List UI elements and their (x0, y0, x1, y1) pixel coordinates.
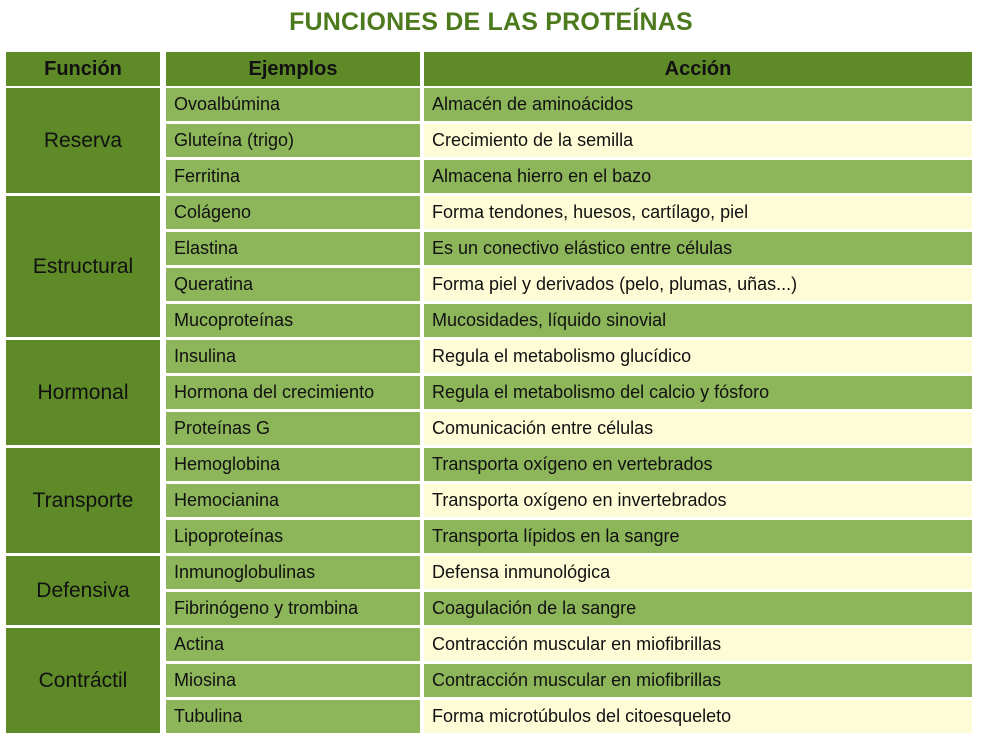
example-cell: Elastina (166, 232, 420, 265)
example-cell: Hemoglobina (166, 448, 420, 481)
group-label: Transporte (6, 448, 160, 553)
example-cell: Tubulina (166, 700, 420, 733)
group-label: Reserva (6, 88, 160, 193)
example-cell: Hemocianina (166, 484, 420, 517)
group-label: Hormonal (6, 340, 160, 445)
action-cell: Mucosidades, líquido sinovial (424, 304, 972, 337)
example-cell: Insulina (166, 340, 420, 373)
example-cell: Ferritina (166, 160, 420, 193)
action-cell: Transporta oxígeno en vertebrados (424, 448, 972, 481)
action-cell: Forma piel y derivados (pelo, plumas, uñas...) (424, 268, 972, 301)
page-title: FUNCIONES DE LAS PROTEÍNAS (289, 8, 693, 36)
action-cell: Regula el metabolismo del calcio y fósforo (424, 376, 972, 409)
example-cell: Hormona del crecimiento (166, 376, 420, 409)
action-cell: Coagulación de la sangre (424, 592, 972, 625)
example-cell: Queratina (166, 268, 420, 301)
action-cell: Almacena hierro en el bazo (424, 160, 972, 193)
action-cell: Transporta lípidos en la sangre (424, 520, 972, 553)
action-cell: Transporta oxígeno en invertebrados (424, 484, 972, 517)
example-cell: Gluteína (trigo) (166, 124, 420, 157)
action-cell: Almacén de aminoácidos (424, 88, 972, 121)
example-cell: Actina (166, 628, 420, 661)
example-cell: Lipoproteínas (166, 520, 420, 553)
action-cell: Comunicación entre células (424, 412, 972, 445)
header-accion: Acción (424, 52, 972, 86)
group-label: Estructural (6, 196, 160, 337)
example-cell: Miosina (166, 664, 420, 697)
action-cell: Es un conectivo elástico entre células (424, 232, 972, 265)
action-cell: Forma tendones, huesos, cartílago, piel (424, 196, 972, 229)
group-label: Defensiva (6, 556, 160, 625)
action-cell: Crecimiento de la semilla (424, 124, 972, 157)
example-cell: Colágeno (166, 196, 420, 229)
example-cell: Fibrinógeno y trombina (166, 592, 420, 625)
action-cell: Contracción muscular en miofibrillas (424, 664, 972, 697)
example-cell: Inmunoglobulinas (166, 556, 420, 589)
action-cell: Forma microtúbulos del citoesqueleto (424, 700, 972, 733)
group-label: Contráctil (6, 628, 160, 733)
example-cell: Proteínas G (166, 412, 420, 445)
header-funcion: Función (6, 52, 160, 86)
action-cell: Defensa inmunológica (424, 556, 972, 589)
example-cell: Mucoproteínas (166, 304, 420, 337)
example-cell: Ovoalbúmina (166, 88, 420, 121)
action-cell: Regula el metabolismo glucídico (424, 340, 972, 373)
action-cell: Contracción muscular en miofibrillas (424, 628, 972, 661)
header-ejemplos: Ejemplos (166, 52, 420, 86)
